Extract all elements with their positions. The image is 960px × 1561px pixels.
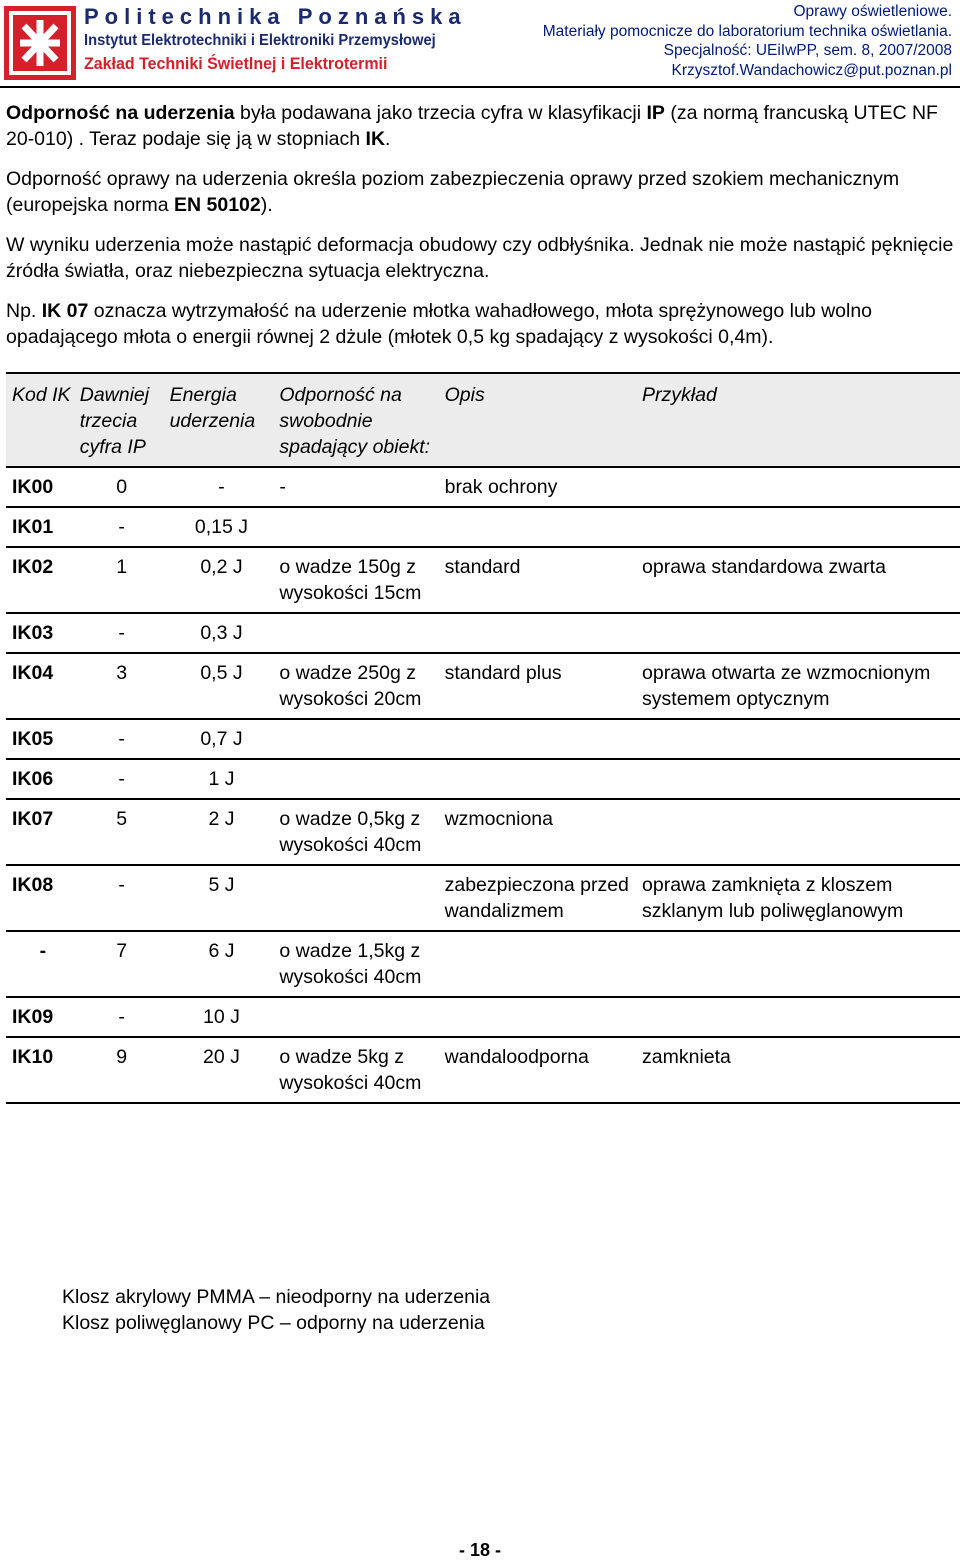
cell-resistance: o wadze 0,5kg z wysokości 40cm xyxy=(273,799,438,865)
cell-energy: - xyxy=(164,467,274,507)
cell-energy: 5 J xyxy=(164,865,274,931)
table-row xyxy=(6,719,960,759)
paragraph-example xyxy=(6,298,954,350)
cell-energy: 6 J xyxy=(164,931,274,997)
header-example: Przykład xyxy=(636,373,960,467)
table-row xyxy=(6,799,960,865)
cell-example: oprawa otwarta ze wzmocnionym systemem optycznym xyxy=(636,653,960,719)
cell-kod: IK02 xyxy=(6,547,74,613)
table-row xyxy=(6,1037,960,1103)
header-energy: Energia uderzenia xyxy=(164,373,274,467)
cell-energy: 0,2 J xyxy=(164,547,274,613)
paragraph-ik-intro xyxy=(6,100,954,152)
cell-ip: 0 xyxy=(74,467,164,507)
header-course: Materiały pomocnicze do laboratorium technika oświetlania. xyxy=(542,22,952,40)
department-name: Zakład Techniki Świetlnej i Elektrotermii xyxy=(84,54,388,73)
text-span: Np. xyxy=(6,300,42,322)
cell-ip: - xyxy=(74,759,164,799)
text-span: była podawana jako trzecia cyfra w klasyfikacji xyxy=(234,102,647,124)
cell-example xyxy=(636,931,960,997)
cell-example xyxy=(636,997,960,1037)
header-kod-ik: Kod IK xyxy=(6,373,74,467)
bold-term: IK 07 xyxy=(41,300,89,322)
bold-term: Odporność na uderzenia xyxy=(6,102,235,124)
cell-example xyxy=(636,613,960,653)
table-row xyxy=(6,547,960,613)
cell-description xyxy=(439,613,636,653)
paragraph-definition xyxy=(6,166,954,218)
cell-example: oprawa standardowa zwarta xyxy=(636,547,960,613)
cell-description: zabezpieczona przed wandalizmem xyxy=(439,865,636,931)
table-row xyxy=(6,759,960,799)
bold-term: IK xyxy=(365,128,386,150)
note-pc: Klosz poliwęglanowy PC – odporny na uderzenia xyxy=(62,1312,485,1334)
cell-resistance xyxy=(273,613,438,653)
cell-resistance: o wadze 250g z wysokości 20cm xyxy=(273,653,438,719)
cell-description: standard plus xyxy=(439,653,636,719)
cell-kod: IK09 xyxy=(6,997,74,1037)
cell-ip: 5 xyxy=(74,799,164,865)
table-row xyxy=(6,467,960,507)
cell-example xyxy=(636,719,960,759)
cell-ip: - xyxy=(74,719,164,759)
header-specialty: Specjalność: UEiIwPP, sem. 8, 2007/2008 xyxy=(663,42,952,59)
cell-description: brak ochrony xyxy=(439,467,636,507)
cell-energy: 0,5 J xyxy=(164,653,274,719)
cell-resistance xyxy=(273,759,438,799)
header-resistance: Odporność na swobodnie spadający obiekt: xyxy=(273,373,438,467)
cell-ip: 1 xyxy=(74,547,164,613)
cell-ip: 7 xyxy=(74,931,164,997)
cell-example xyxy=(636,507,960,547)
note-pmma: Klosz akrylowy PMMA – nieodporny na uderzenia xyxy=(62,1286,491,1308)
cell-energy: 0,15 J xyxy=(164,507,274,547)
footer-notes xyxy=(62,1284,490,1336)
table-row xyxy=(6,997,960,1037)
body-text xyxy=(6,100,954,364)
header-email: Krzysztof.Wandachowicz@put.poznan.pl xyxy=(671,61,952,79)
cell-kod: IK08 xyxy=(6,865,74,931)
cell-example xyxy=(636,467,960,507)
institution-name xyxy=(84,4,504,76)
cell-description xyxy=(439,507,636,547)
text-span: (za normą francuską UTEC NF 20-010) . Teraz podaje się ją w stopniach xyxy=(6,102,938,150)
ik-classification-table xyxy=(6,372,960,1104)
paragraph-deformation: W wyniku uderzenia może nastąpić deformacja obudowy czy odbłyśnika. Jednak nie może nastąpić pęknięcie źródła światła, oraz niebezpieczna sytuacja elektryczna. xyxy=(6,234,954,282)
university-logo-icon xyxy=(4,6,76,80)
cell-ip: - xyxy=(74,507,164,547)
bold-term: IP xyxy=(646,102,665,124)
text-span: oznacza wytrzymałość na uderzenie młotka wahadłowego, młota sprężynowego lub wolno opadającego młota o energii równej 2 dżule (młotek 0,5 kg spadający z wysokości 0,4m). xyxy=(6,300,873,348)
page-header xyxy=(0,0,960,86)
cell-kod: IK04 xyxy=(6,653,74,719)
text-span: Odporność oprawy na uderzenia określa poziom zabezpieczenia oprawy przed szokiem mechanicznym (europejska norma xyxy=(6,168,900,216)
cell-resistance: o wadze 5kg z wysokości 40cm xyxy=(273,1037,438,1103)
cell-example xyxy=(636,759,960,799)
cell-kod: IK00 xyxy=(6,467,74,507)
table-row xyxy=(6,931,960,997)
header-description: Opis xyxy=(439,373,636,467)
cell-ip: - xyxy=(74,613,164,653)
page-number: - 18 - xyxy=(458,1540,501,1560)
text-span: . xyxy=(385,128,391,150)
table-row xyxy=(6,613,960,653)
cell-description xyxy=(439,931,636,997)
cell-resistance xyxy=(273,865,438,931)
cell-resistance xyxy=(273,719,438,759)
cell-example: zamknieta xyxy=(636,1037,960,1103)
cell-description: standard xyxy=(439,547,636,613)
header-divider xyxy=(0,86,960,88)
institute-name: Instytut Elektrotechniki i Elektroniki Przemysłowej xyxy=(84,32,436,49)
cell-resistance: o wadze 150g z wysokości 15cm xyxy=(273,547,438,613)
cell-description xyxy=(439,719,636,759)
bold-term: EN 50102 xyxy=(174,194,261,216)
cell-description xyxy=(439,759,636,799)
cell-energy: 0,7 J xyxy=(164,719,274,759)
cell-kod: IK05 xyxy=(6,719,74,759)
cell-kod: IK07 xyxy=(6,799,74,865)
cell-ip: 9 xyxy=(74,1037,164,1103)
cell-energy: 1 J xyxy=(164,759,274,799)
cell-resistance: - xyxy=(273,467,438,507)
table-row xyxy=(6,507,960,547)
header-ip-digit: Dawniej trzecia cyfra IP xyxy=(74,373,164,467)
cell-energy: 0,3 J xyxy=(164,613,274,653)
cell-example: oprawa zamknięta z kloszem szklanym lub poliwęglanowym xyxy=(636,865,960,931)
table-header-row xyxy=(6,373,960,467)
cell-kod: - xyxy=(6,931,74,997)
cell-description: wandaloodporna xyxy=(439,1037,636,1103)
header-info xyxy=(543,2,952,80)
cell-energy: 2 J xyxy=(164,799,274,865)
cell-kod: IK03 xyxy=(6,613,74,653)
table-row xyxy=(6,865,960,931)
cell-kod: IK06 xyxy=(6,759,74,799)
table-row xyxy=(6,653,960,719)
text-span: ). xyxy=(260,194,273,216)
cell-ip: - xyxy=(74,997,164,1037)
cell-description: wzmocniona xyxy=(439,799,636,865)
cell-kod: IK10 xyxy=(6,1037,74,1103)
header-subject: Oprawy oświetleniowe. xyxy=(793,3,952,20)
university-name: Politechnika Poznańska xyxy=(84,4,467,29)
cell-energy: 20 J xyxy=(164,1037,274,1103)
cell-energy: 10 J xyxy=(164,997,274,1037)
cell-ip: - xyxy=(74,865,164,931)
cell-description xyxy=(439,997,636,1037)
cell-kod: IK01 xyxy=(6,507,74,547)
cell-ip: 3 xyxy=(74,653,164,719)
cell-resistance xyxy=(273,507,438,547)
cell-resistance xyxy=(273,997,438,1037)
cell-example xyxy=(636,799,960,865)
cell-resistance: o wadze 1,5kg z wysokości 40cm xyxy=(273,931,438,997)
